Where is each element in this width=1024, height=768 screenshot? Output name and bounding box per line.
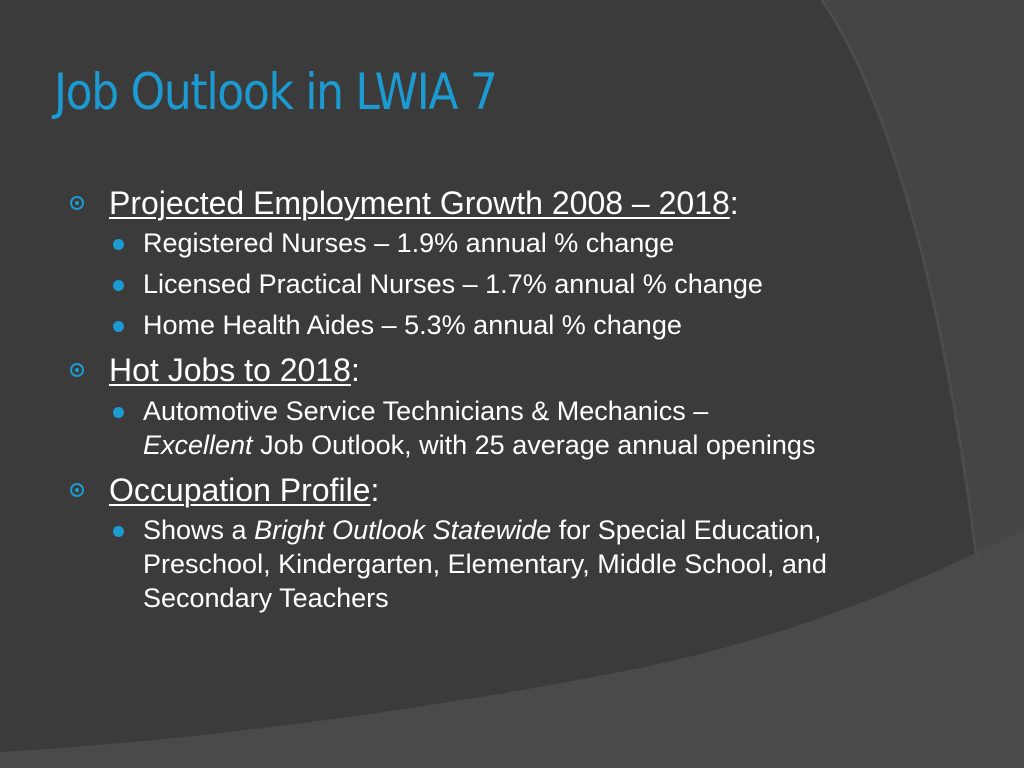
section-heading — [66, 471, 866, 509]
sub-list — [66, 394, 866, 462]
list-item-text: Job Outlook, with 25 average annual openings — [252, 429, 816, 460]
list-item-text: for Special Education, Preschool, Kindergarten, Elementary, Middle School, and Secondary Teachers — [143, 515, 827, 614]
emphasis-text: Excellent — [143, 429, 253, 460]
heading-colon: : — [370, 471, 380, 508]
heading-link-text[interactable]: Projected Employment Growth 2008 – 2018 — [109, 185, 730, 221]
heading-colon: : — [729, 185, 739, 221]
section-heading — [66, 351, 866, 389]
dot-bullet-icon — [113, 407, 124, 418]
list-item-line1: Automotive Service Technicians & Mechanics – — [143, 395, 709, 426]
list-item-prefix: Shows a — [143, 515, 255, 546]
section-hot-jobs — [66, 351, 866, 461]
circle-bullet-icon — [70, 196, 84, 210]
sub-list — [66, 226, 866, 342]
sub-list — [66, 513, 866, 615]
section-occupation-profile — [66, 471, 866, 615]
list-item — [66, 308, 866, 342]
list-item — [66, 513, 866, 615]
dot-bullet-icon — [113, 526, 124, 537]
list-item-text: Home Health Aides – 5.3% annual % change — [143, 310, 682, 341]
heading-link-text[interactable]: Hot Jobs to 2018 — [109, 352, 351, 389]
circle-bullet-icon — [70, 363, 84, 377]
heading-link-text[interactable]: Occupation Profile — [109, 471, 371, 508]
section-projected-growth — [66, 184, 866, 342]
bullet-content — [66, 184, 866, 622]
list-item — [66, 267, 866, 301]
circle-bullet-icon — [70, 483, 84, 497]
list-item-text: Registered Nurses – 1.9% annual % change — [143, 228, 675, 259]
section-heading — [66, 184, 866, 222]
list-item — [66, 394, 866, 462]
dot-bullet-icon — [113, 239, 124, 250]
dot-bullet-icon — [113, 321, 124, 332]
heading-colon: : — [350, 352, 360, 389]
dot-bullet-icon — [113, 280, 124, 291]
list-item — [66, 226, 866, 260]
list-item-text: Licensed Practical Nurses – 1.7% annual % change — [143, 269, 763, 300]
page-title: Job Outlook in LWIA 7 — [54, 63, 497, 121]
emphasis-text: Bright Outlook Statewide — [254, 515, 552, 546]
